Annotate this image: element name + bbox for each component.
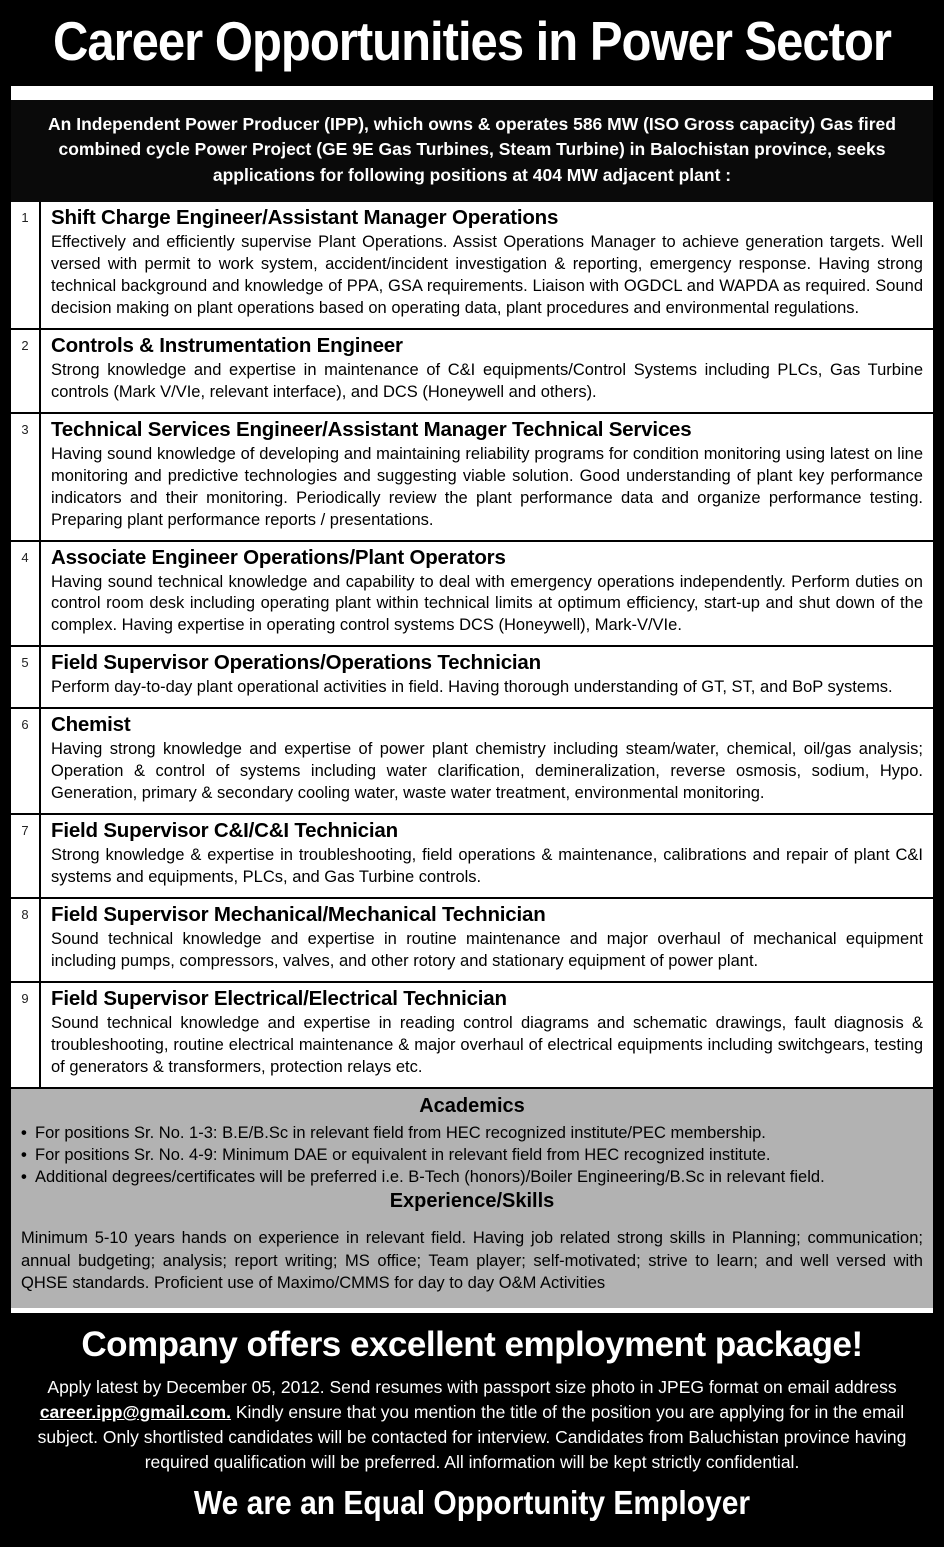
position-description: Sound technical knowledge and expertise in reading control diagrams and schematic drawings, fault diagnosis & troubleshooting, routine electrical maintenance & major overhaul of electrical equipments including switchgears, testing of generators & transformers, protection relays etc. [51, 1013, 923, 1076]
position-content [41, 647, 933, 707]
apply-paragraph [27, 1375, 917, 1474]
position-title: Controls & Instrumentation Engineer [51, 333, 403, 357]
equal-opportunity-line: We are an Equal Opportunity Employer [193, 1484, 751, 1522]
email-link[interactable]: career.ipp@gmail.com. [39, 1402, 231, 1423]
position-title: Field Supervisor Mechanical/Mechanical Technician [51, 902, 546, 926]
position-description: Effectively and efficiently supervise Plant Operations. Assist Operations Manager to achieve generation targets. Well versed with permit to work system, accident/incident investigation & reporting, emergency response. Having strong technical background and knowledge of PPA, GSA requirements. Liaison with OGDCL and WAPDA as required. Sound decision making on plant operations based on operating data, plant procedures and environmental regulations. [51, 233, 923, 317]
position-title: Field Supervisor C&I/C&I Technician [51, 819, 398, 843]
apply-text-prefix: Apply latest by December 05, 2012. Send resumes with passport size photo in JPEG format on email address [47, 1377, 897, 1398]
position-number: 9 [11, 983, 41, 1087]
academics-bullet-text: For positions Sr. No. 4-9: Minimum DAE or equivalent in relevant field from HEC recognized institute. [35, 1145, 771, 1164]
position-description: Having sound knowledge of developing and maintaining reliability programs for condition monitoring using latest on line monitoring and predictive technologies and suggesting viable solution. Good understanding of plant key performance indicators and their monitoring. Periodically review the plant performance data and organize performance testing. Preparing plant performance reports / presentations. [51, 444, 923, 529]
academics-bullet [21, 1166, 923, 1188]
position-item [11, 542, 933, 648]
position-title: Field Supervisor Operations/Operations Technician [51, 651, 541, 675]
position-number: 5 [11, 647, 41, 707]
position-item [11, 815, 933, 899]
position-title: Field Supervisor Electrical/Electrical Technician [51, 986, 507, 1010]
position-content [41, 709, 933, 813]
position-title: Associate Engineer Operations/Plant Operators [51, 545, 506, 569]
position-title: Technical Services Engineer/Assistant Manager Technical Services [51, 417, 692, 441]
position-item [11, 709, 933, 815]
position-number: 3 [11, 414, 41, 540]
page-title: Career Opportunities in Power Sector [52, 11, 892, 73]
position-description: Having strong knowledge and expertise of power plant chemistry including steam/water, chemical, oil/gas analysis; Operation & control of systems including water clarification, demineralization, reverse osmosis, sodium, Hypo. Generation, primary & secondary cooling water, waste water treatment, environmental monitoring. [51, 740, 923, 803]
position-number: 4 [11, 542, 41, 646]
bullet-icon: • [21, 1123, 27, 1142]
position-description: Perform day-to-day plant operational activities in field. Having thorough understanding of GT, ST, and BoP systems. [51, 678, 893, 697]
position-content [41, 542, 933, 646]
position-content [41, 899, 933, 981]
position-item [11, 983, 933, 1089]
position-content [41, 815, 933, 897]
intro-band [11, 100, 933, 202]
experience-heading: Experience/Skills [389, 1190, 555, 1213]
position-description: Strong knowledge and expertise in maintenance of C&I equipments/Control Systems including PLCs, Gas Turbine controls (Mark V/VIe, relevant interface), and DCS (Honeywell and others). [51, 360, 923, 401]
apply-text-suffix: Kindly ensure that you mention the title of the position you are applying for in the email subject. Only shortlisted candidates will be contacted for interview. Candidates from Baluchistan province having required qualification will be preferred. All information will be kept strictly confidential. [37, 1402, 907, 1472]
position-content [41, 983, 933, 1087]
position-item [11, 414, 933, 542]
position-description: Sound technical knowledge and expertise in routine maintenance and major overhaul of mechanical equipment including pumps, compressors, valves, and other rotory and stationary equipment of power plant. [51, 929, 923, 970]
position-item [11, 202, 933, 330]
position-number: 6 [11, 709, 41, 813]
position-content [41, 330, 933, 412]
bullet-icon: • [21, 1168, 27, 1187]
header-divider [11, 86, 933, 100]
academics-bullet [21, 1144, 923, 1166]
academics-bullet-text: Additional degrees/certificates will be preferred i.e. B-Tech (honors)/Boiler Engineering/B.Sc in relevant field. [35, 1168, 825, 1187]
position-description: Having sound technical knowledge and capability to deal with emergency operations independently. Perform duties on control room desk including operating plant within technical limits at optimum efficiency, start-up and shut down of the complex. Having expertise in operating control systems DCS (Honeywell), Mark-V/VIe. [51, 572, 923, 635]
academics-heading: Academics [419, 1094, 525, 1117]
position-item [11, 899, 933, 983]
intro-text: An Independent Power Producer (IPP), which owns & operates 586 MW (ISO Gross capacity) Gas fired combined cycle Power Project (GE 9E Gas Turbines, Steam Turbine) in Balochistan province, seeks applications for following positions at 404 MW adjacent plant : [48, 114, 896, 185]
position-number: 8 [11, 899, 41, 981]
position-title: Chemist [51, 713, 131, 737]
academics-bullet [21, 1122, 923, 1144]
position-number: 2 [11, 330, 41, 412]
position-title: Shift Charge Engineer/Assistant Manager Operations [51, 206, 559, 230]
ad-footer [11, 1313, 933, 1547]
position-content [41, 202, 933, 328]
position-description: Strong knowledge & expertise in troubleshooting, field operations & maintenance, calibrations and repair of plant C&I systems and equipments, PLCs, and Gas Turbine controls. [51, 846, 923, 886]
positions-list [11, 202, 933, 1089]
position-item [11, 330, 933, 414]
ad-header [11, 0, 933, 86]
position-content [41, 414, 933, 540]
academics-bullet-list [21, 1122, 923, 1189]
position-number: 1 [11, 202, 41, 328]
academics-bullet-text: For positions Sr. No. 1-3: B.E/B.Sc in relevant field from HEC recognized institute/PEC membership. [35, 1123, 766, 1142]
bullet-icon: • [21, 1145, 27, 1164]
position-number: 7 [11, 815, 41, 897]
footer-banner: Company offers excellent employment package! [81, 1325, 863, 1365]
experience-text: Minimum 5-10 years hands on experience in relevant field. Having job related strong skills in Planning; communication; annual budgeting; analysis; report writing; MS office; Team player; self-motivated; strive to learn; and well versed with QHSE standards. Proficient use of Maximo/CMMS for day to day O&M Activities [21, 1229, 923, 1292]
requirements-section [11, 1089, 933, 1309]
position-item [11, 647, 933, 709]
